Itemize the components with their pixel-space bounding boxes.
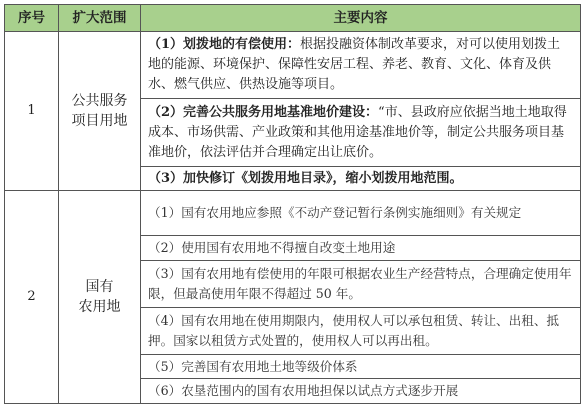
scope-line: 国有 [85, 279, 114, 296]
content-item: （2）使用国有农用地不得擅自改变土地用途 [141, 236, 581, 261]
content-item: （6）农垦范围内的国有农用地担保以试点方式逐步开展 [141, 379, 581, 404]
content-item [141, 166, 581, 191]
row-scope [59, 191, 141, 404]
scope-line: 公共服务 [71, 93, 128, 110]
table-header-row [5, 5, 581, 32]
item-lead: （1）划拨地的有偿使用： [148, 37, 301, 53]
item-lead: （2）完善公共服务用地基准地价建设： [148, 104, 379, 120]
scope-line: 项目用地 [71, 113, 128, 130]
row-scope [59, 32, 141, 191]
content-item: （5）完善国有农用地土地等级价体系 [141, 354, 581, 379]
item-text: “市、县政府应依据当地土地取得成本、市场供需、产业政策和其他用途基准地价等，制定公共服务项目基准地价，依法评估并合理确定出让底价。 [148, 104, 567, 160]
content-item: （1）国有农用地应参照《不动产登记暂行条例实施细则》有关规定 [141, 191, 581, 236]
content-item [141, 32, 581, 99]
table-row [5, 191, 581, 236]
content-item [141, 99, 581, 166]
row-number: 1 [5, 32, 59, 191]
table-row [5, 32, 581, 99]
header-serial: 序号 [5, 5, 59, 32]
row-number: 2 [5, 191, 59, 404]
header-scope: 扩大范围 [59, 5, 141, 32]
header-content: 主要内容 [141, 5, 581, 32]
content-item: （4）国有农用地在使用期限内，使用权人可以承包租赁、转让、出租、抵押。国家以租赁方式处置的，使用权人可以再出租。 [141, 307, 581, 354]
content-item: （3）国有农用地有偿使用的年限可根据农业生产经营特点，合理确定使用年限，但最高使用年限不得超过 50 年。 [141, 260, 581, 307]
item-text: 根据投融资体制改革要求，对可以使用划拨土地的能源、环境保护、保障性安居工程、养老、教育、文化、体育及供水、燃气供应、供热设施等项目。 [148, 37, 561, 93]
scope-line: 农用地 [78, 299, 121, 316]
item-lead: （3）加快修订《划拨用地目录》，缩小划拨用地范围。 [148, 170, 463, 186]
land-use-table [4, 4, 581, 404]
